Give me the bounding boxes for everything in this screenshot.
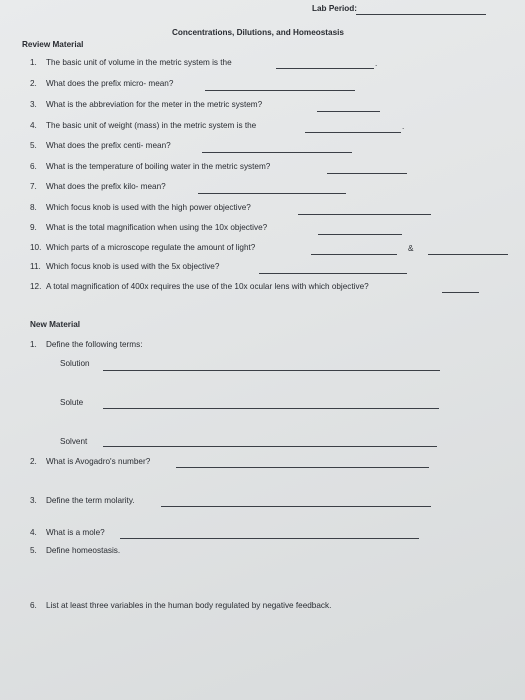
term-label: Solvent xyxy=(60,437,88,446)
question-number: 3. xyxy=(30,100,37,109)
question-text: What is a mole? xyxy=(46,528,105,537)
review-heading: Review Material xyxy=(22,40,84,49)
question-number: 1. xyxy=(30,340,37,349)
question-number: 4. xyxy=(30,528,37,537)
page-title: Concentrations, Dilutions, and Homeostasis xyxy=(172,28,344,37)
answer-blank[interactable] xyxy=(103,370,440,371)
question-number: 9. xyxy=(30,223,37,232)
question-text: The basic unit of volume in the metric system is the xyxy=(46,58,232,67)
question-number: 4. xyxy=(30,121,37,130)
answer-blank[interactable] xyxy=(259,273,407,274)
answer-blank[interactable] xyxy=(176,467,429,468)
question-text: What is the temperature of boiling water in the metric system? xyxy=(46,162,271,171)
question-number: 5. xyxy=(30,141,37,150)
answer-blank[interactable] xyxy=(327,173,407,174)
answer-blank[interactable] xyxy=(205,90,355,91)
new-material-heading: New Material xyxy=(30,320,81,329)
answer-blank[interactable] xyxy=(103,446,437,447)
answer-blank[interactable] xyxy=(318,234,402,235)
answer-blank[interactable] xyxy=(120,538,419,539)
question-text: What is the total magnification when using the 10x objective? xyxy=(46,223,268,232)
question-number: 2. xyxy=(30,79,37,88)
question-number: 6. xyxy=(30,601,37,610)
ampersand: & xyxy=(408,244,414,253)
question-text: Define the term molarity. xyxy=(46,496,135,505)
term-label: Solute xyxy=(60,398,84,407)
answer-blank[interactable] xyxy=(202,152,352,153)
question-text: What does the prefix centi- mean? xyxy=(46,141,171,150)
question-number: 2. xyxy=(30,457,37,466)
question-number: 8. xyxy=(30,203,37,212)
question-text: Which focus knob is used with the 5x objective? xyxy=(46,262,220,271)
question-text: The basic unit of weight (mass) in the metric system is the xyxy=(46,121,257,130)
answer-blank[interactable] xyxy=(103,408,439,409)
question-number: 11. xyxy=(30,262,41,271)
answer-blank[interactable] xyxy=(161,506,431,507)
question-text: Define the following terms: xyxy=(46,340,143,349)
question-suffix: . xyxy=(375,59,378,68)
answer-blank[interactable] xyxy=(311,254,397,255)
question-number: 3. xyxy=(30,496,37,505)
answer-blank[interactable] xyxy=(442,292,479,293)
question-suffix: . xyxy=(402,122,405,131)
answer-blank[interactable] xyxy=(298,214,431,215)
question-text: What is Avogadro's number? xyxy=(46,457,151,466)
question-number: 5. xyxy=(30,546,37,555)
question-text: What does the prefix micro- mean? xyxy=(46,79,174,88)
question-text: A total magnification of 400x requires the use of the 10x ocular lens with which objective? xyxy=(46,282,369,291)
question-text: Which focus knob is used with the high power objective? xyxy=(46,203,251,212)
answer-blank[interactable] xyxy=(198,193,346,194)
lab-period-label: Lab Period: xyxy=(312,4,358,13)
question-number: 12. xyxy=(30,282,42,291)
answer-blank[interactable] xyxy=(428,254,508,255)
question-text: Define homeostasis. xyxy=(46,546,121,555)
answer-blank[interactable] xyxy=(317,111,380,112)
term-label: Solution xyxy=(60,359,90,368)
question-number: 10. xyxy=(30,243,42,252)
question-text: What does the prefix kilo- mean? xyxy=(46,182,166,191)
question-text: Which parts of a microscope regulate the amount of light? xyxy=(46,243,256,252)
question-number: 6. xyxy=(30,162,37,171)
question-text: What is the abbreviation for the meter in the metric system? xyxy=(46,100,263,109)
question-text: List at least three variables in the human body regulated by negative feedback. xyxy=(46,601,332,610)
question-number: 1. xyxy=(30,58,37,67)
question-number: 7. xyxy=(30,182,37,191)
answer-blank[interactable] xyxy=(276,68,374,69)
lab-period-blank[interactable] xyxy=(356,14,486,15)
answer-blank[interactable] xyxy=(305,132,401,133)
